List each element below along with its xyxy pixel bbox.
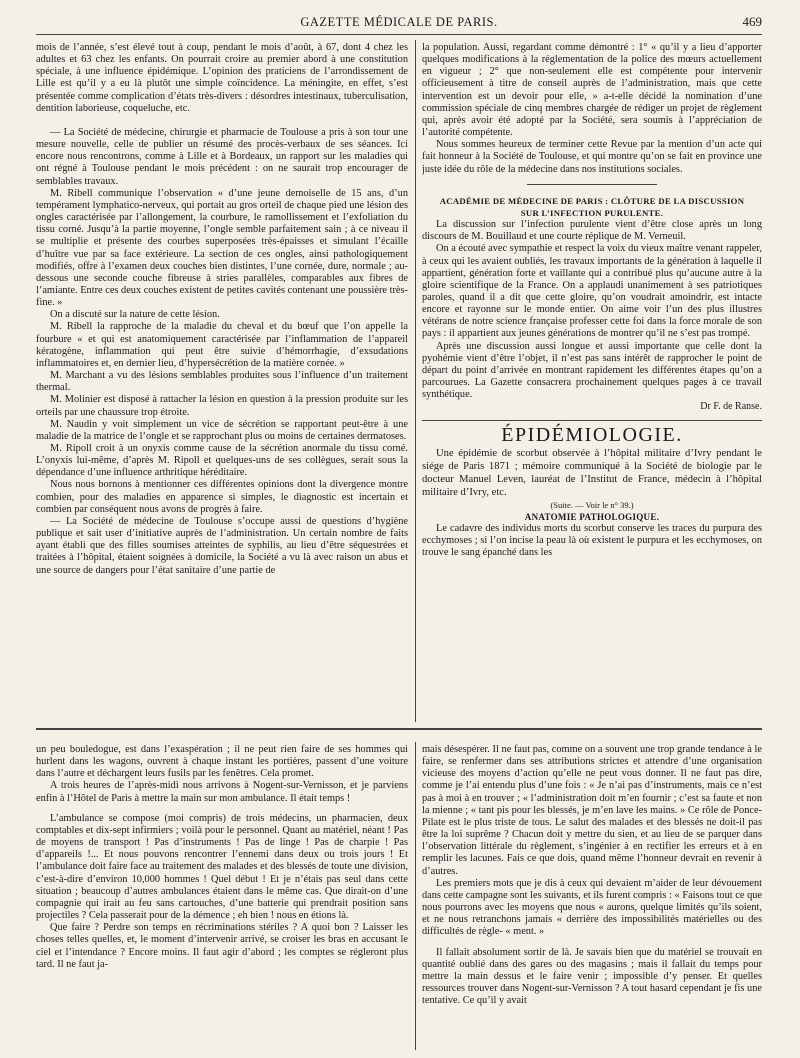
- paragraph: Le cadavre des individus morts du scorbut conserve les traces du purpura des ecchymoses ; si l’on incise la peau là où existent le purpura et les ecchymoses, on trouve le sang épanché dans les: [422, 523, 762, 559]
- paragraph: On a écouté avec sympathie et respect la voix du vieux maître venant rappeler, à ceux qui les avaient oubliés, les travaux importants de la génération à laquelle il appartient, génération forte et vaillante qui a contribué plus qu’aucune autre à la gloire scientifique de la France. On a applaudi unanimement à ses patriotiques paroles, quand il a dit que cette gloire, qu’on voudrait amoindrir, est intacte encore et rayonne sur le monde entier. On aime voir l’un des plus illustres vétérans de notre science française professer cette foi dans la force morale de son pays : il appartient aux jeunes générations de montrer qu’il ne s’est pas trompé.: [422, 243, 762, 340]
- top-left-column: [36, 42, 408, 722]
- section-divider: [422, 420, 762, 421]
- column-divider: [415, 742, 416, 1050]
- top-right-column: [422, 42, 762, 722]
- paragraph: mois de l’année, s’est élevé tout à coup, pendant le mois d’août, à 67, dont 4 chez les adultes et 63 chez les enfants. On pourrait croire au premier abord à une constitution spéciale, à une influence épidémique. L’opinion des praticiens de l’arrondissement de Lille est qu’il y a eu là plutôt une simple coïncidence. La méningite, en effet, s’est présentée comme complication d’états très-divers : désordres intestinaux, tuberculisation, dentition laborieuse, coqueluche, etc.: [36, 42, 408, 114]
- paragraph: M. Ripoll croit à un onyxis comme cause de la sécrétion anormale du tissu corné. L’onyxis lui-même, d’après M. Ripoll et quelques-uns de ses collègues, serait sous la dépendance d’une influence arthritique héréditaire.: [36, 443, 408, 479]
- epidemiologie-title: ÉPIDÉMIOLOGIE.: [501, 423, 683, 446]
- paragraph: la population. Aussi, regardant comme démontré : 1° « qu’il y a lieu d’apporter quelques modifications à la réglementation de la police des mœurs actuellement en vigueur ; 2° que non-seulement elle est compétente pour intervenir officieusement à titre de conseil auprès de l’administration, mais que cette intervention est un devoir pour elle, » a-t-elle décidé la nomination d’une commission spéciale de cinq membres chargée de rédiger un projet de règlement qui, après avoir été adopté par la Société, sera soumis à l’appréciation de l’autorité compétente.: [422, 42, 762, 139]
- paragraph: M. Ribell la rapproche de la maladie du cheval et du bœuf que l’on appelle la fourbure « et qui est anatomiquement caractérisée par l’inflammation de l’appareil kératogène, inflammation qui peut être suivie d’hémorrhagie, d’exsudations inflammatoires et, en dernier lieu, d’hypersécrétion de la matière cornée. »: [36, 321, 408, 369]
- paragraph: — La Société de médecine de Toulouse s’occupe aussi de questions d’hygiène publique et sait user d’initiative auprès de l’administration. Un certain nombre de faits ayant établi que des filles soumises atteintes de syphilis, au lieu d’être séquestrées et traitées à l’hôpital, étaient soignées à domicile, la Société a vu là avec raison un abus et une source de dangers pour l’état sanitaire d’une partie de: [36, 515, 408, 576]
- academie-subtitle: SUR L’INFECTION PURULENTE.: [520, 207, 664, 218]
- bottom-right-column: [422, 744, 762, 1050]
- paragraph: M. Marchant a vu des lésions semblables produites sous l’influence d’un traitement thermal.: [36, 370, 408, 394]
- paragraph: mais désespérer. Il ne faut pas, comme on a souvent une trop grande tendance à le faire, se renfermer dans ses attributions strictes et attendre d’une organisation vicieuse des moyens d’action qu’elle ne peut vous donner. Il ne faut pas dire, comme je l’ai entendu plus d’une fois : « Je n’ai pas d’instruments, mais ce n’est pas à moi à en trouver ; « l’administration doit m’en fournir ; c’est sa faute et non la mienne ; « tant pis pour les blessés, je m’en lave les mains. » Ce rôle de Ponce-Pilate est le plus triste de tous. Le salut des malades et des blessés ne doit-il pas être la loi suprême ? Chacun doit y mettre du sien, et au lieu de se parquer dans l’observation littérale du règlement, s’ingénier à en rectifier les erreurs et à en remplir les lacunes. Fais ce que dois, quand même l’honneur devrait en revenir à d’autres.: [422, 744, 762, 877]
- article-abstract: Une épidémie de scorbut observée à l’hôpital militaire d’Ivry pendant le siége de Paris 1871 ; mémoire communiqué à la Société de biologie par le docteur Manuel Leven, lauréat de l’Institut de France, médecin à l’hôpital militaire d’Ivry, etc.: [422, 447, 762, 498]
- paragraph: Il fallait absolument sortir de là. Je savais bien que du matériel se trouvait en quantité oublié dans des gares ou des magasins ; mais il fallait du temps pour mettre la main dessus et le faire venir ; impossible d’y penser. Et quelles ressources trouver dans Nogent-sur-Vernisson ? A tout hasard cependant je fis une tentative. Ce qu’il y avait: [422, 946, 762, 1007]
- paragraph: On a discuté sur la nature de cette lésion.: [50, 309, 220, 321]
- anatomie-title: ANATOMIE PATHOLOGIQUE.: [524, 511, 660, 522]
- paragraph: A trois heures de l’après-midi nous arrivons à Nogent-sur-Vernisson, et je parviens enfin à l’Hôtel de Paris à mettre la main sur mon ambulance. Il était temps !: [36, 780, 408, 804]
- academie-title: ACADÉMIE DE MÉDECINE DE PARIS : CLÔTURE DE LA DISCUSSION: [439, 195, 745, 206]
- paragraph: Les premiers mots que je dis à ceux qui devaient m’aider de leur dévouement dans cette campagne sont les suivants, et ils furent compris : « Faisons tout ce que nous pourrons avec les moyens que nous « aurons, quelque limités qu’ils soient, et ne nous retranchons jamais « derrière des impossibilités matérielles ou des difficultés de règle- « ment. »: [422, 877, 762, 938]
- page-number: 469: [742, 14, 762, 29]
- column-divider: [415, 40, 416, 722]
- paragraph: — La Société de médecine, chirurgie et pharmacie de Toulouse a pris à son tour une mesure nouvelle, celle de publier un résumé des procès-verbaux de ses séances. Ici encore nous rencontrons, comme à Lille et à Bordeaux, un rapport sur les maladies qui ont régné à Toulouse pendant le mois précédent : on ne saurait trop encourager de semblables travaux.: [36, 126, 408, 187]
- paragraph: La discussion sur l’infection purulente vient d’être close après un long discours de M. Bouillaud et une courte réplique de M. Verneuil.: [422, 219, 762, 243]
- signature: Dr F. de Ranse.: [700, 401, 762, 413]
- paragraph: un peu bouledogue, est dans l’exaspération ; il ne peut rien faire de ses hommes qui hurlent dans les wagons, ouvrent à chaque instant les portières, passent d’une voiture dans l’autre et déchargent leurs fusils par les fenêtres. Cela promet.: [36, 744, 408, 780]
- paragraph: M. Molinier est disposé à rattacher la lésion en question à la pression produite sur les orteils par une chaussure trop étroite.: [36, 394, 408, 418]
- page-header: [36, 12, 762, 35]
- paragraph: Après une discussion aussi longue et aussi importante que celle dont la pyohémie vient d’être l’objet, il n’est pas sans intérêt de rapprocher le point de départ du point d’arrivée en montrant rapidement les différentes étapes qu’on a parcourues. La Gazette consacrera prochainement quelques pages à ce travail synthétique.: [422, 340, 762, 401]
- paragraph: Nous sommes heureux de terminer cette Revue par la mention d’un acte qui fait honneur à la Société de Toulouse, et qui montre qu’on se fait en province une juste idée du rôle de la médecine dans nos institutions sociales.: [422, 139, 762, 175]
- paragraph: L’ambulance se compose (moi compris) de trois médecins, un pharmacien, deux comptables et dix-sept infirmiers ; voilà pour le personnel. Quant au matériel, néant ! Pas de moyens de transport ! Pas d’instruments ! Pas de linge ! Pas de charpie ! Pas d’appareils !... Et nous pouvons rencontrer l’ennemi dans deux ou trois jours ! Et l’ambulance doit faire face au traitement des malades et des blessés de toute une division, c’est-à-dire d’environ 10,000 hommes ! Quel début ! Et je n’étais pas seul dans cette situation ; beaucoup d’autres ambulances étaient dans le même cas. Que dirait-on d’une compagnie qui irait au feu sans cartouches, d’une batterie qui prendrait position sans projectiles ? Cela passerait pour de la démence ; eh bien ! nous en étions là.: [36, 812, 408, 922]
- section-divider: [527, 184, 657, 185]
- page-divider: [36, 728, 762, 730]
- paragraph: Nous nous bornons à mentionner ces différentes opinions dont la divergence montre combien, pour des maladies en apparence si simples, le diagnostic est incertain et combien par conséquent nous avons de progrès à faire.: [36, 479, 408, 515]
- continuation-note: (Suite. — Voir le n° 39.): [550, 499, 634, 510]
- paragraph: M. Ribell communique l’observation « d’une jeune demoiselle de 15 ans, d’un tempérament lymphatico-nerveux, qui portait au gros orteil de chaque pied une lésion des ongles caractérisée par l’allongement, la courbure, le ramollissement et l’exfoliation du tissu corné. Jusqu’à la partie moyenne, l’ongle semble parfaitement sain ; à ce niveau il se multiplie et présente des courbes superposées très-épaisses et simulant l’écaille d’huître vue par sa face extérieure. La section de ces ongles, ainsi pathologiquement modifiés, offre à l’examen deux couches bien distintes, l’une cornée, dure, normale ; au-dessous une seconde couche fibreuse à stries parallèles, comparables aux fibres de l’amiante. Entre ces deux couches existent de petites cavités contenant une poussière très-fine. »: [36, 187, 408, 309]
- paragraph: Que faire ? Perdre son temps en récriminations stériles ? A quoi bon ? Laisser les choses telles quelles, et, le moment d’intervenir arrivé, se croiser les bras en accusant le ciel et l’intendance ? Encore moins. Il faut agir d’abord ; les comptes se régleront plus tard. Il ne faut ja-: [36, 922, 408, 970]
- bottom-left-column: [36, 744, 408, 1050]
- journal-title: GAZETTE MÉDICALE DE PARIS.: [300, 15, 498, 29]
- paragraph: M. Naudin y voit simplement un vice de sécrétion se rapportant peut-être à une maladie de la matrice de l’ongle et se rapprochant plus ou moins de certaines dermatoses.: [36, 418, 408, 442]
